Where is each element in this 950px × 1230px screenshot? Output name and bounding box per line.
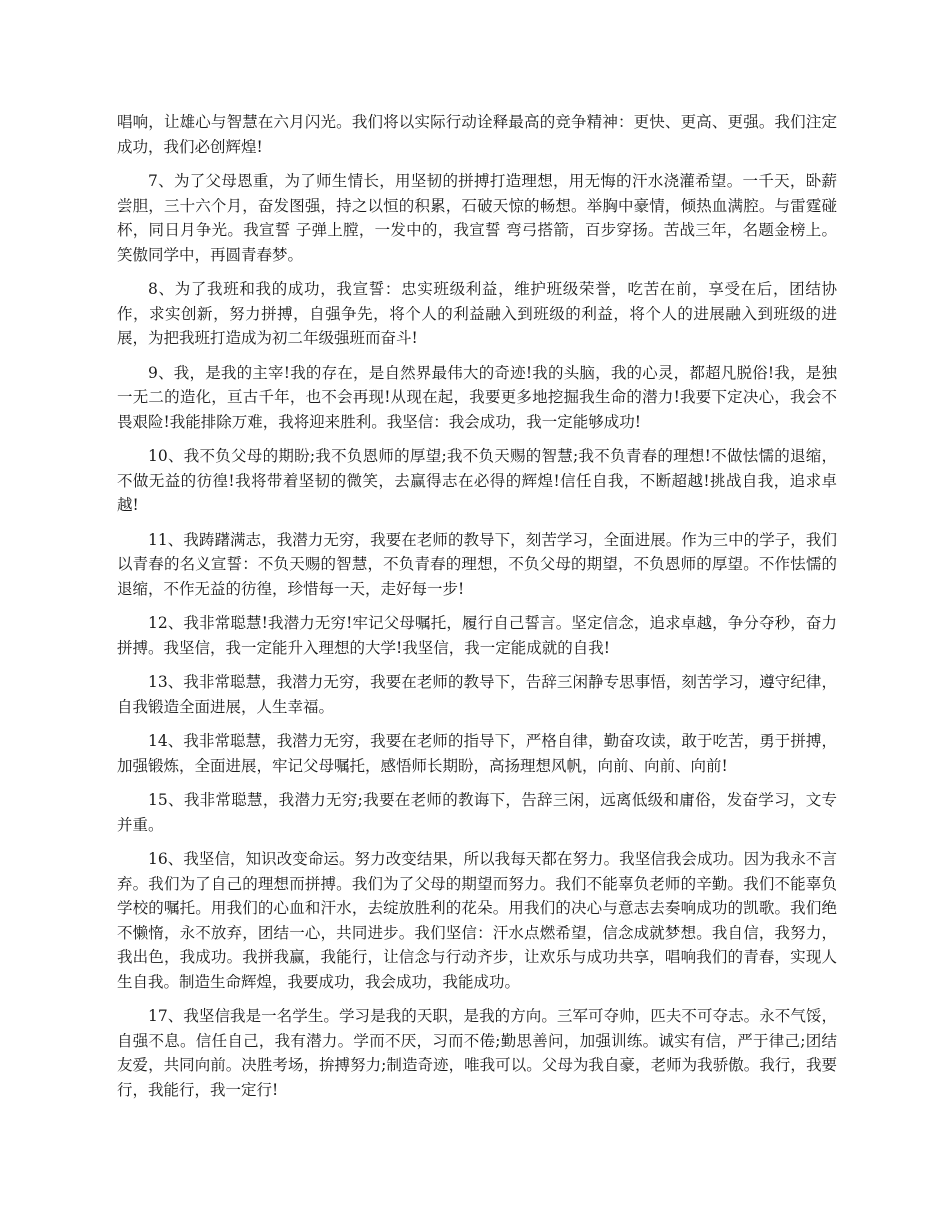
paragraph-item-17: 17、我坚信我是一名学生。学习是我的天职，是我的方向。三军可夺帅，匹夫不可夺志。永不气馁，自强不息。信任自己，我有潜力。学而不厌，习而不倦;勤思善问，加强训练。诚实有信，严于律己;团结友爱，共同向前。决胜考场，拚搏努力;制造奇迹，唯我可以。父母为我自豪，老师为我骄傲。我行，我要行，我能行，我一定行! — [117, 1007, 837, 1099]
paragraph-item-14: 14、我非常聪慧，我潜力无穷，我要在老师的指导下，严格自律，勤奋攻读，敢于吃苦，勇于拼搏，加强锻炼，全面进展，牢记父母嘱托，感悟师长期盼，高扬理想风帆，向前、向前、向前! — [117, 732, 837, 775]
paragraph-item-16: 16、我坚信，知识改变命运。努力改变结果，所以我每天都在努力。我坚信我会成功。因为我永不言弃。我们为了自己的理想而拼搏。我们为了父母的期望而努力。我们不能辜负老师的辛勤。我们不能辜负学校的嘱托。用我们的心血和汗水，去绽放胜利的花朵。用我们的决心与意志去奏响成功的凯歌。我们绝不懒惰，永不放弃，团结一心，共同进步。我们坚信：汗水点燃希望，信念成就梦想。我自信，我努力，我出色，我成功。我拼我赢，我能行，让信念与行动齐步，让欢乐与成功共享，唱响我们的青春，实现人生自我。制造生命辉煌，我要成功，我会成功，我能成功。 — [117, 850, 837, 991]
paragraph-item-12: 12、我非常聪慧!我潜力无穷!牢记父母嘱托，履行自己誓言。坚定信念，追求卓越，争分夺秒，奋力拼搏。我坚信，我一定能升入理想的大学!我坚信，我一定能成就的自我! — [117, 614, 837, 657]
paragraph-item-9: 9、我，是我的主宰!我的存在，是自然界最伟大的奇迹!我的头脑，我的心灵，都超凡脱俗!我，是独一无二的造化，亘古千年，也不会再现!从现在起，我要更多地挖掘我生命的潜力!我要下定决心，我会不畏艰险!我能排除万难，我将迎来胜利。我坚信：我会成功，我一定能够成功! — [117, 363, 837, 431]
paragraph-item-8: 8、为了我班和我的成功，我宣誓：忠实班级利益，维护班级荣誉，吃苦在前，享受在后，团结协作，求实创新，努力拼搏，自强争先，将个人的利益融入到班级的利益，将个人的进展融入到班级的进展，为把我班打造成为初二年级强班而奋斗! — [117, 280, 837, 347]
paragraph-item-11: 11、我踌躇满志，我潜力无穷，我要在老师的教导下，刻苦学习，全面进展。作为三中的学子，我们以青春的名义宣誓：不负天赐的智慧，不负青春的理想，不负父母的期望，不负恩师的厚望。不作怯懦的退缩，不作无益的彷徨，珍惜每一天，走好每一步! — [117, 530, 837, 598]
paragraph-continuation: 唱响，让雄心与智慧在六月闪光。我们将以实际行动诠释最高的竞争精神：更快、更高、更强。我们注定成功，我们必创辉煌! — [117, 113, 837, 156]
paragraph-item-7: 7、为了父母恩重，为了师生情长，用坚韧的拼搏打造理想，用无悔的汗水浇灌希望。一千天，卧薪尝胆，三十六个月，奋发图强，持之以恒的积累，石破天惊的畅想。举胸中豪情，倾热血满腔。与雷霆碰杯，同日月争光。我宣誓 子弹上膛，一发中的，我宣誓 弯弓搭箭，百步穿扬。苦战三年，名题金榜上。笑傲同学中，再圆青春梦。 — [117, 172, 837, 264]
paragraph-item-15: 15、我非常聪慧，我潜力无穷;我要在老师的教诲下，告辞三闲，远离低级和庸俗，发奋学习，文专并重。 — [117, 791, 837, 834]
document-body — [117, 110, 837, 1112]
paragraph-item-10: 10、我不负父母的期盼;我不负恩师的厚望;我不负天赐的智慧;我不负青春的理想!不做怯懦的退缩，不做无益的彷徨!我将带着坚韧的微笑，去赢得志在必得的辉煌!信任自我，不断超越!挑战自我，追求卓越! — [117, 447, 837, 514]
paragraph-item-13: 13、我非常聪慧，我潜力无穷，我要在老师的教导下，告辞三闲静专思事悟，刻苦学习，遵守纪律，自我锻造全面进展，人生幸福。 — [117, 673, 837, 716]
